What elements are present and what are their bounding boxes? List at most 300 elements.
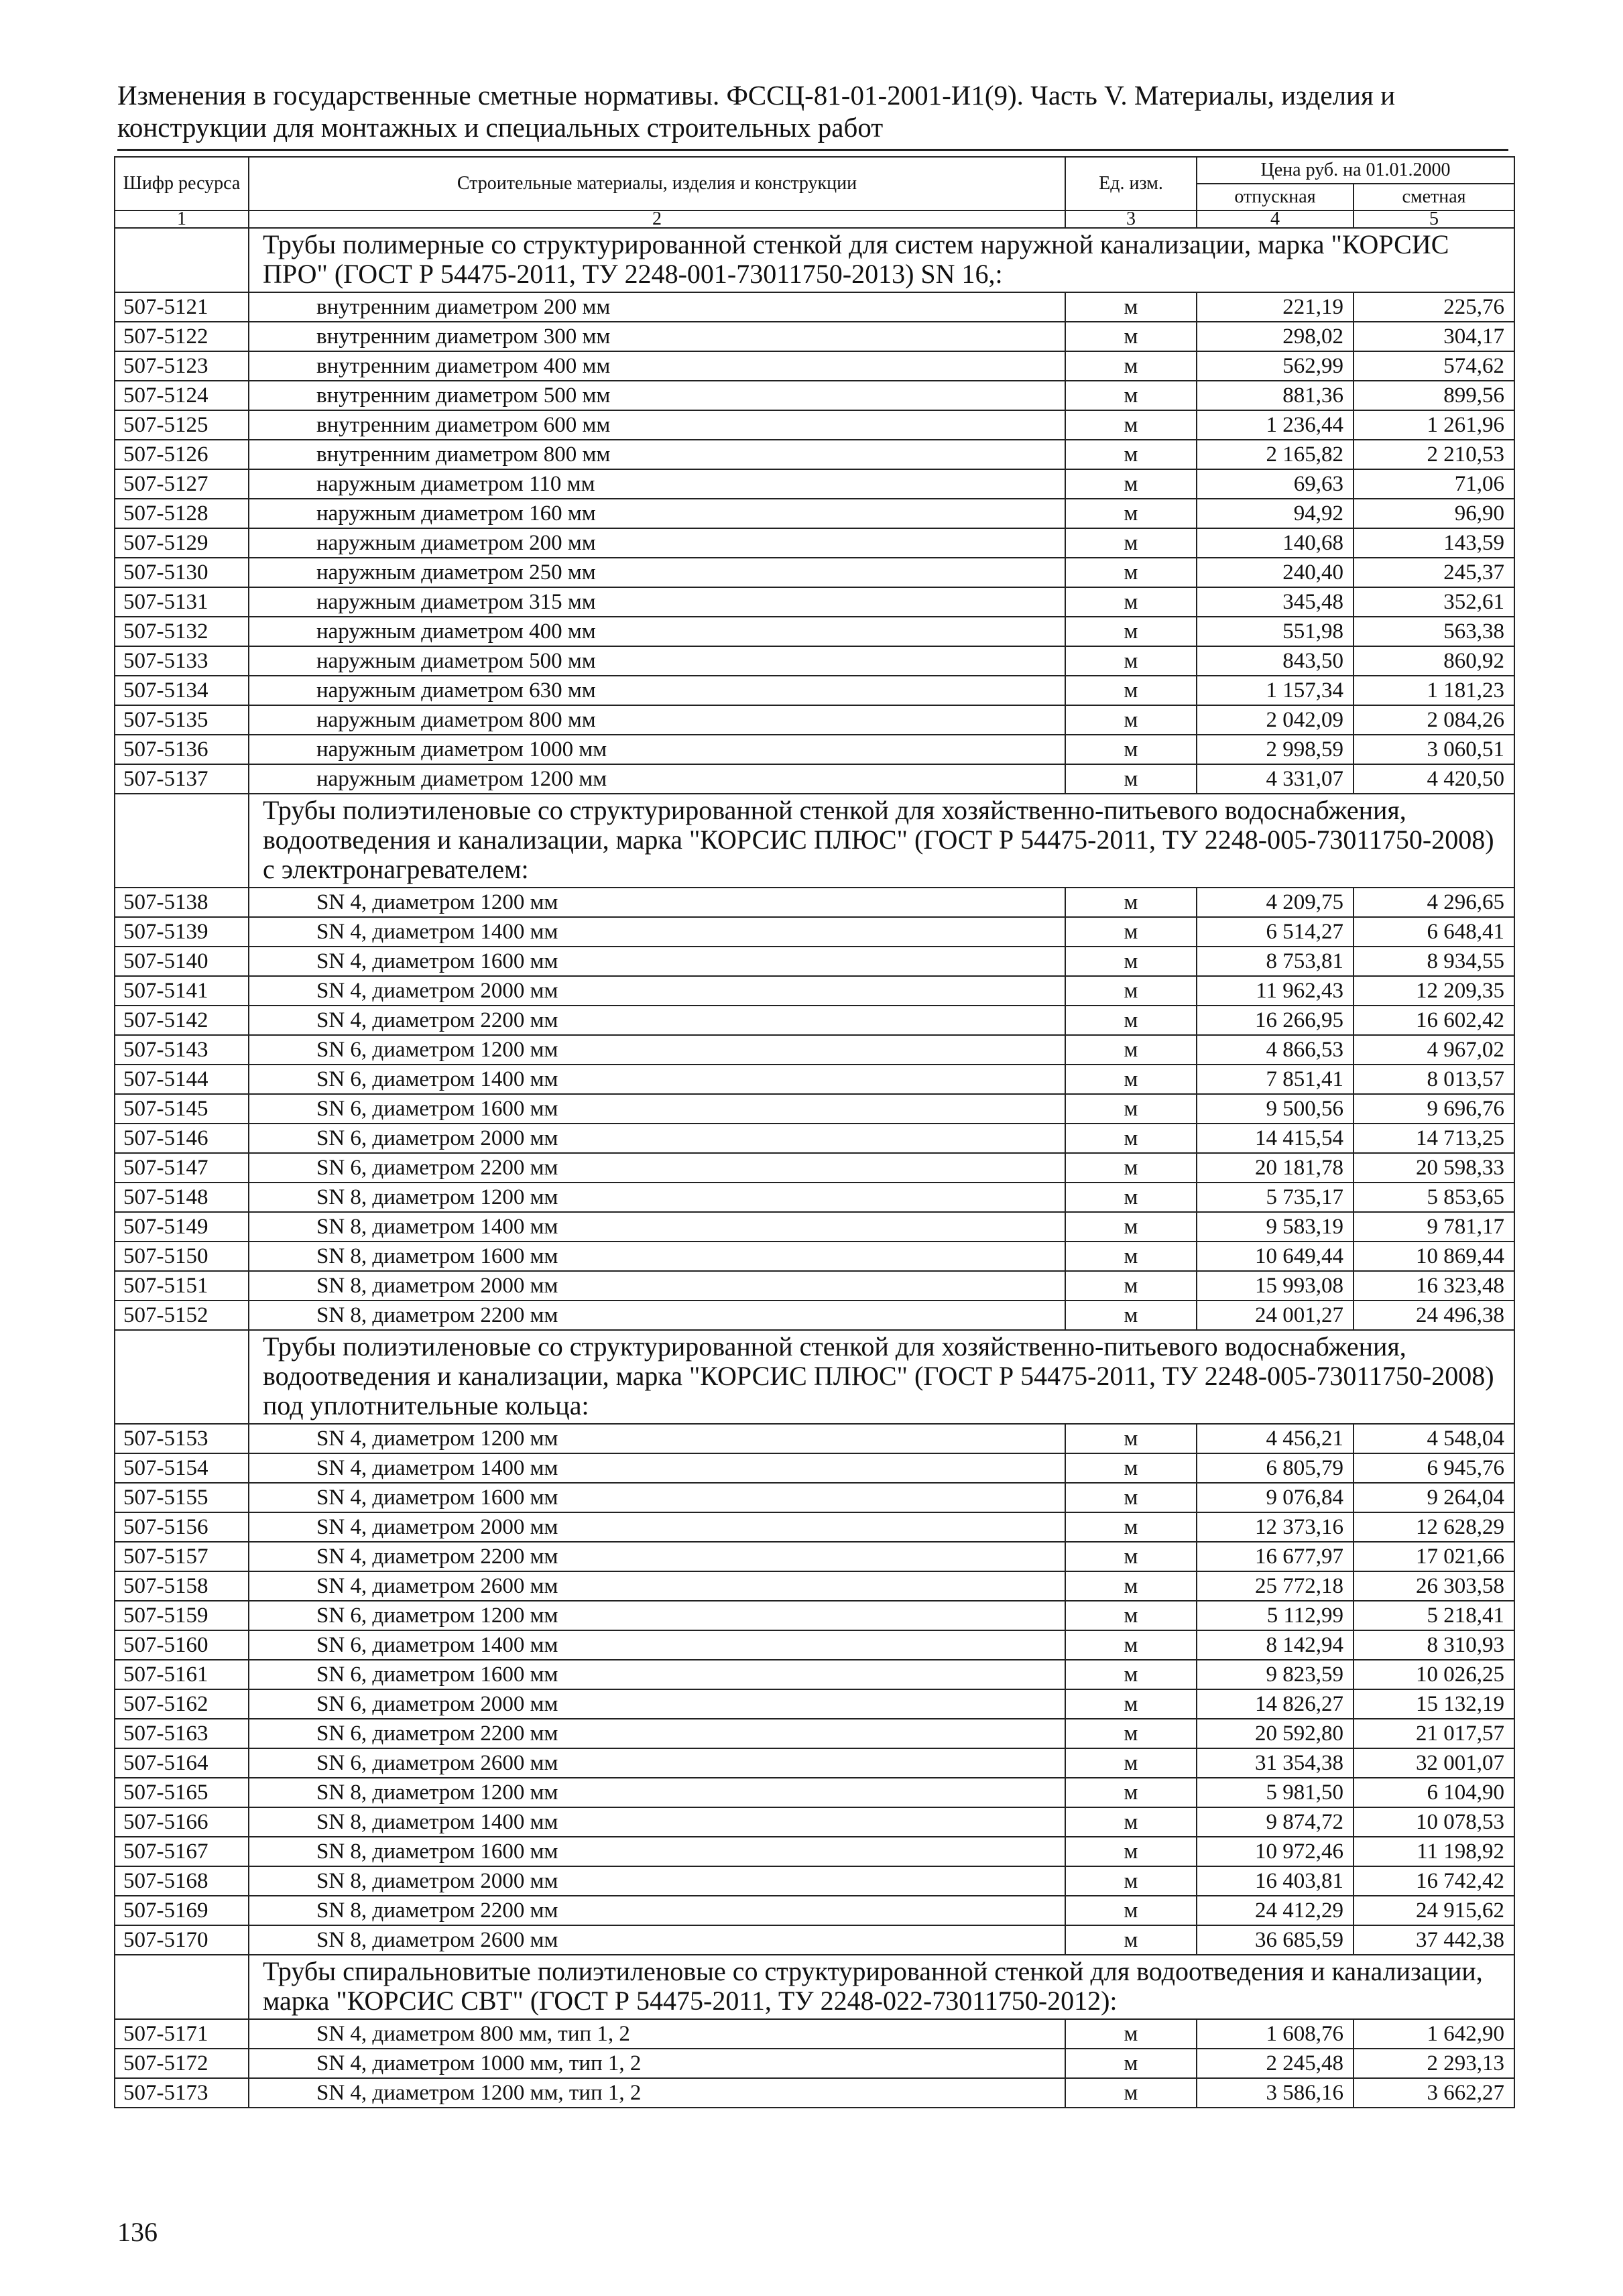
unit-of-measure: м bbox=[1065, 528, 1197, 558]
material-name: SN 4, диаметром 1000 мм, тип 1, 2 bbox=[249, 2049, 1065, 2078]
resource-code: 507-5132 bbox=[115, 617, 249, 646]
estimate-price: 10 869,44 bbox=[1354, 1242, 1514, 1271]
resource-code: 507-5170 bbox=[115, 1925, 249, 1955]
resource-code: 507-5152 bbox=[115, 1301, 249, 1330]
release-price: 2 042,09 bbox=[1197, 705, 1354, 735]
estimate-price: 563,38 bbox=[1354, 617, 1514, 646]
unit-of-measure: м bbox=[1065, 676, 1197, 705]
column-header-code: Шифр ресурса bbox=[115, 157, 249, 210]
release-price: 298,02 bbox=[1197, 322, 1354, 351]
resource-code: 507-5124 bbox=[115, 381, 249, 410]
resource-code: 507-5134 bbox=[115, 676, 249, 705]
unit-of-measure: м bbox=[1065, 1453, 1197, 1483]
section-code-cell bbox=[115, 794, 249, 888]
resource-code: 507-5173 bbox=[115, 2078, 249, 2108]
estimate-price: 3 060,51 bbox=[1354, 735, 1514, 764]
release-price: 2 165,82 bbox=[1197, 440, 1354, 469]
section-title: Трубы спиральновитые полиэтиленовые со структурированной стенкой для водоотведения и канализации, марка "КОРСИС СВТ" (ГОСТ Р 54475-2011, ТУ 2248-022-73011750-2012): bbox=[249, 1955, 1514, 2019]
unit-of-measure: м bbox=[1065, 764, 1197, 794]
table-row bbox=[115, 381, 1514, 410]
estimate-price: 37 442,38 bbox=[1354, 1925, 1514, 1955]
release-price: 20 592,80 bbox=[1197, 1719, 1354, 1748]
column-number: 3 bbox=[1065, 210, 1197, 228]
resource-code: 507-5133 bbox=[115, 646, 249, 676]
release-price: 2 998,59 bbox=[1197, 735, 1354, 764]
resource-code: 507-5153 bbox=[115, 1424, 249, 1453]
unit-of-measure: м bbox=[1065, 1183, 1197, 1212]
release-price: 8 753,81 bbox=[1197, 947, 1354, 976]
estimate-price: 16 742,42 bbox=[1354, 1866, 1514, 1896]
resource-code: 507-5147 bbox=[115, 1153, 249, 1183]
table-row bbox=[115, 1571, 1514, 1601]
table-row bbox=[115, 1837, 1514, 1866]
unit-of-measure: м bbox=[1065, 1807, 1197, 1837]
resource-code: 507-5167 bbox=[115, 1837, 249, 1866]
unit-of-measure: м bbox=[1065, 1153, 1197, 1183]
release-price: 69,63 bbox=[1197, 469, 1354, 499]
material-name: наружным диаметром 110 мм bbox=[249, 469, 1065, 499]
unit-of-measure: м bbox=[1065, 1748, 1197, 1778]
resource-code: 507-5136 bbox=[115, 735, 249, 764]
estimate-price: 899,56 bbox=[1354, 381, 1514, 410]
table-row bbox=[115, 705, 1514, 735]
resource-code: 507-5125 bbox=[115, 410, 249, 440]
table-row bbox=[115, 1271, 1514, 1301]
release-price: 9 823,59 bbox=[1197, 1660, 1354, 1689]
resource-code: 507-5126 bbox=[115, 440, 249, 469]
estimate-price: 14 713,25 bbox=[1354, 1124, 1514, 1153]
unit-of-measure: м bbox=[1065, 1719, 1197, 1748]
material-name: наружным диаметром 200 мм bbox=[249, 528, 1065, 558]
release-price: 3 586,16 bbox=[1197, 2078, 1354, 2108]
release-price: 240,40 bbox=[1197, 558, 1354, 587]
section-title: Трубы полиэтиленовые со структурированной стенкой для хозяйственно-питьевого водоснабжения, водоотведения и канализации, марка "КОРСИС ПЛЮС" (ГОСТ Р 54475-2011, ТУ 2248-005-73011750-2008) с электронагревателем: bbox=[249, 794, 1514, 888]
estimate-price: 24 915,62 bbox=[1354, 1896, 1514, 1925]
column-header-unit: Ед. изм. bbox=[1065, 157, 1197, 210]
resource-code: 507-5129 bbox=[115, 528, 249, 558]
resource-code: 507-5168 bbox=[115, 1866, 249, 1896]
unit-of-measure: м bbox=[1065, 1242, 1197, 1271]
material-name: SN 8, диаметром 1200 мм bbox=[249, 1183, 1065, 1212]
estimate-price: 20 598,33 bbox=[1354, 1153, 1514, 1183]
estimate-price: 16 323,48 bbox=[1354, 1271, 1514, 1301]
section-code-cell bbox=[115, 1330, 249, 1424]
unit-of-measure: м bbox=[1065, 1689, 1197, 1719]
unit-of-measure: м bbox=[1065, 1837, 1197, 1866]
unit-of-measure: м bbox=[1065, 499, 1197, 528]
estimate-price: 21 017,57 bbox=[1354, 1719, 1514, 1748]
table-row bbox=[115, 351, 1514, 381]
release-price: 9 076,84 bbox=[1197, 1483, 1354, 1512]
material-name: SN 8, диаметром 1400 мм bbox=[249, 1807, 1065, 1837]
unit-of-measure: м bbox=[1065, 1630, 1197, 1660]
estimate-price: 143,59 bbox=[1354, 528, 1514, 558]
release-price: 24 001,27 bbox=[1197, 1301, 1354, 1330]
material-name: SN 6, диаметром 2600 мм bbox=[249, 1748, 1065, 1778]
table-row bbox=[115, 2049, 1514, 2078]
table-row bbox=[115, 1660, 1514, 1689]
resource-code: 507-5161 bbox=[115, 1660, 249, 1689]
unit-of-measure: м bbox=[1065, 1124, 1197, 1153]
estimate-price: 12 209,35 bbox=[1354, 976, 1514, 1006]
table-row bbox=[115, 646, 1514, 676]
unit-of-measure: м bbox=[1065, 440, 1197, 469]
material-name: наружным диаметром 160 мм bbox=[249, 499, 1065, 528]
material-name: SN 6, диаметром 2000 мм bbox=[249, 1124, 1065, 1153]
release-price: 2 245,48 bbox=[1197, 2049, 1354, 2078]
material-name: SN 8, диаметром 2000 мм bbox=[249, 1866, 1065, 1896]
estimate-price: 4 967,02 bbox=[1354, 1035, 1514, 1065]
section-header-row bbox=[115, 1330, 1514, 1424]
unit-of-measure: м bbox=[1065, 976, 1197, 1006]
unit-of-measure: м bbox=[1065, 410, 1197, 440]
release-price: 9 500,56 bbox=[1197, 1094, 1354, 1124]
resource-code: 507-5145 bbox=[115, 1094, 249, 1124]
material-name: SN 8, диаметром 2000 мм bbox=[249, 1271, 1065, 1301]
table-header bbox=[115, 157, 1514, 228]
estimate-price: 2 293,13 bbox=[1354, 2049, 1514, 2078]
estimate-price: 4 548,04 bbox=[1354, 1424, 1514, 1453]
resource-code: 507-5163 bbox=[115, 1719, 249, 1748]
column-number: 2 bbox=[249, 210, 1065, 228]
estimate-price: 304,17 bbox=[1354, 322, 1514, 351]
table-row bbox=[115, 1778, 1514, 1807]
unit-of-measure: м bbox=[1065, 1601, 1197, 1630]
release-price: 24 412,29 bbox=[1197, 1896, 1354, 1925]
release-price: 16 403,81 bbox=[1197, 1866, 1354, 1896]
unit-of-measure: м bbox=[1065, 1006, 1197, 1035]
table-row bbox=[115, 1807, 1514, 1837]
estimate-price: 96,90 bbox=[1354, 499, 1514, 528]
material-name: наружным диаметром 1000 мм bbox=[249, 735, 1065, 764]
resource-code: 507-5154 bbox=[115, 1453, 249, 1483]
document-header bbox=[117, 79, 1485, 143]
estimate-price: 10 078,53 bbox=[1354, 1807, 1514, 1837]
resource-code: 507-5131 bbox=[115, 587, 249, 617]
material-name: SN 4, диаметром 1400 мм bbox=[249, 917, 1065, 947]
table-row bbox=[115, 1183, 1514, 1212]
estimate-price: 71,06 bbox=[1354, 469, 1514, 499]
release-price: 562,99 bbox=[1197, 351, 1354, 381]
resource-code: 507-5137 bbox=[115, 764, 249, 794]
resource-code: 507-5128 bbox=[115, 499, 249, 528]
page-number: 136 bbox=[117, 2217, 158, 2247]
release-price: 94,92 bbox=[1197, 499, 1354, 528]
release-price: 1 608,76 bbox=[1197, 2019, 1354, 2049]
release-price: 843,50 bbox=[1197, 646, 1354, 676]
release-price: 11 962,43 bbox=[1197, 976, 1354, 1006]
resource-code: 507-5160 bbox=[115, 1630, 249, 1660]
material-name: SN 8, диаметром 2200 мм bbox=[249, 1301, 1065, 1330]
release-price: 551,98 bbox=[1197, 617, 1354, 646]
estimate-price: 1 642,90 bbox=[1354, 2019, 1514, 2049]
release-price: 9 874,72 bbox=[1197, 1807, 1354, 1837]
table-row bbox=[115, 410, 1514, 440]
unit-of-measure: м bbox=[1065, 587, 1197, 617]
material-name: SN 8, диаметром 2600 мм bbox=[249, 1925, 1065, 1955]
column-header-release-price: отпускная bbox=[1197, 184, 1354, 210]
unit-of-measure: м bbox=[1065, 1483, 1197, 1512]
estimate-price: 8 310,93 bbox=[1354, 1630, 1514, 1660]
table-row bbox=[115, 528, 1514, 558]
resource-code: 507-5155 bbox=[115, 1483, 249, 1512]
column-header-estimate-price: сметная bbox=[1354, 184, 1514, 210]
release-price: 15 993,08 bbox=[1197, 1271, 1354, 1301]
estimate-price: 6 648,41 bbox=[1354, 917, 1514, 947]
unit-of-measure: м bbox=[1065, 1065, 1197, 1094]
estimate-price: 4 420,50 bbox=[1354, 764, 1514, 794]
section-title: Трубы полиэтиленовые со структурированной стенкой для хозяйственно-питьевого водоснабжения, водоотведения и канализации, марка "КОРСИС ПЛЮС" (ГОСТ Р 54475-2011, ТУ 2248-005-73011750-2008) под уплотнительные кольца: bbox=[249, 1330, 1514, 1424]
material-name: внутренним диаметром 400 мм bbox=[249, 351, 1065, 381]
table-row bbox=[115, 917, 1514, 947]
release-price: 4 209,75 bbox=[1197, 888, 1354, 917]
resource-code: 507-5143 bbox=[115, 1035, 249, 1065]
price-table bbox=[114, 156, 1515, 2108]
unit-of-measure: м bbox=[1065, 1301, 1197, 1330]
table-row bbox=[115, 1065, 1514, 1094]
table-row bbox=[115, 1424, 1514, 1453]
estimate-price: 8 013,57 bbox=[1354, 1065, 1514, 1094]
estimate-price: 8 934,55 bbox=[1354, 947, 1514, 976]
table-row bbox=[115, 322, 1514, 351]
release-price: 4 456,21 bbox=[1197, 1424, 1354, 1453]
unit-of-measure: м bbox=[1065, 1896, 1197, 1925]
table-row bbox=[115, 1689, 1514, 1719]
material-name: SN 8, диаметром 1600 мм bbox=[249, 1837, 1065, 1866]
release-price: 36 685,59 bbox=[1197, 1925, 1354, 1955]
table-row bbox=[115, 1866, 1514, 1896]
material-name: SN 4, диаметром 2000 мм bbox=[249, 976, 1065, 1006]
resource-code: 507-5138 bbox=[115, 888, 249, 917]
resource-code: 507-5162 bbox=[115, 1689, 249, 1719]
estimate-price: 11 198,92 bbox=[1354, 1837, 1514, 1866]
release-price: 20 181,78 bbox=[1197, 1153, 1354, 1183]
table-row bbox=[115, 1542, 1514, 1571]
material-name: SN 8, диаметром 2200 мм bbox=[249, 1896, 1065, 1925]
release-price: 4 331,07 bbox=[1197, 764, 1354, 794]
unit-of-measure: м bbox=[1065, 735, 1197, 764]
table-row bbox=[115, 1453, 1514, 1483]
release-price: 5 981,50 bbox=[1197, 1778, 1354, 1807]
release-price: 10 972,46 bbox=[1197, 1837, 1354, 1866]
estimate-price: 1 261,96 bbox=[1354, 410, 1514, 440]
release-price: 16 266,95 bbox=[1197, 1006, 1354, 1035]
table-row bbox=[115, 587, 1514, 617]
table-row bbox=[115, 676, 1514, 705]
release-price: 6 514,27 bbox=[1197, 917, 1354, 947]
estimate-price: 225,76 bbox=[1354, 292, 1514, 322]
table-row bbox=[115, 1153, 1514, 1183]
section-code-cell bbox=[115, 1955, 249, 2019]
estimate-price: 2 210,53 bbox=[1354, 440, 1514, 469]
unit-of-measure: м bbox=[1065, 646, 1197, 676]
estimate-price: 9 696,76 bbox=[1354, 1094, 1514, 1124]
release-price: 12 373,16 bbox=[1197, 1512, 1354, 1542]
section-code-cell bbox=[115, 228, 249, 292]
material-name: SN 6, диаметром 1400 мм bbox=[249, 1065, 1065, 1094]
material-name: SN 6, диаметром 1600 мм bbox=[249, 1094, 1065, 1124]
material-name: внутренним диаметром 500 мм bbox=[249, 381, 1065, 410]
material-name: наружным диаметром 500 мм bbox=[249, 646, 1065, 676]
estimate-price: 32 001,07 bbox=[1354, 1748, 1514, 1778]
unit-of-measure: м bbox=[1065, 947, 1197, 976]
release-price: 14 826,27 bbox=[1197, 1689, 1354, 1719]
header-divider bbox=[117, 149, 1508, 151]
material-name: SN 6, диаметром 1400 мм bbox=[249, 1630, 1065, 1660]
material-name: SN 6, диаметром 1200 мм bbox=[249, 1035, 1065, 1065]
release-price: 16 677,97 bbox=[1197, 1542, 1354, 1571]
material-name: SN 4, диаметром 1600 мм bbox=[249, 1483, 1065, 1512]
release-price: 4 866,53 bbox=[1197, 1035, 1354, 1065]
resource-code: 507-5142 bbox=[115, 1006, 249, 1035]
release-price: 9 583,19 bbox=[1197, 1212, 1354, 1242]
resource-code: 507-5169 bbox=[115, 1896, 249, 1925]
table-row bbox=[115, 499, 1514, 528]
estimate-price: 16 602,42 bbox=[1354, 1006, 1514, 1035]
unit-of-measure: м bbox=[1065, 1094, 1197, 1124]
column-number: 4 bbox=[1197, 210, 1354, 228]
resource-code: 507-5141 bbox=[115, 976, 249, 1006]
estimate-price: 10 026,25 bbox=[1354, 1660, 1514, 1689]
table-row bbox=[115, 1925, 1514, 1955]
table-row bbox=[115, 1094, 1514, 1124]
resource-code: 507-5158 bbox=[115, 1571, 249, 1601]
resource-code: 507-5127 bbox=[115, 469, 249, 499]
table-row bbox=[115, 976, 1514, 1006]
table-row bbox=[115, 1212, 1514, 1242]
estimate-price: 5 853,65 bbox=[1354, 1183, 1514, 1212]
table-row bbox=[115, 1601, 1514, 1630]
material-name: внутренним диаметром 600 мм bbox=[249, 410, 1065, 440]
resource-code: 507-5171 bbox=[115, 2019, 249, 2049]
resource-code: 507-5148 bbox=[115, 1183, 249, 1212]
table-row bbox=[115, 1301, 1514, 1330]
estimate-price: 24 496,38 bbox=[1354, 1301, 1514, 1330]
release-price: 8 142,94 bbox=[1197, 1630, 1354, 1660]
material-name: SN 8, диаметром 1200 мм bbox=[249, 1778, 1065, 1807]
resource-code: 507-5150 bbox=[115, 1242, 249, 1271]
estimate-price: 6 104,90 bbox=[1354, 1778, 1514, 1807]
unit-of-measure: м bbox=[1065, 1542, 1197, 1571]
header-line-2: конструкции для монтажных и специальных строительных работ bbox=[117, 112, 884, 143]
material-name: SN 6, диаметром 1600 мм bbox=[249, 1660, 1065, 1689]
table-row bbox=[115, 1006, 1514, 1035]
unit-of-measure: м bbox=[1065, 1035, 1197, 1065]
unit-of-measure: м bbox=[1065, 2078, 1197, 2108]
unit-of-measure: м bbox=[1065, 1660, 1197, 1689]
resource-code: 507-5139 bbox=[115, 917, 249, 947]
resource-code: 507-5159 bbox=[115, 1601, 249, 1630]
resource-code: 507-5122 bbox=[115, 322, 249, 351]
material-name: внутренним диаметром 300 мм bbox=[249, 322, 1065, 351]
unit-of-measure: м bbox=[1065, 1925, 1197, 1955]
resource-code: 507-5130 bbox=[115, 558, 249, 587]
column-header-price-group: Цена руб. на 01.01.2000 bbox=[1197, 157, 1514, 184]
unit-of-measure: м bbox=[1065, 1866, 1197, 1896]
unit-of-measure: м bbox=[1065, 322, 1197, 351]
table-row bbox=[115, 888, 1514, 917]
table-row bbox=[115, 1124, 1514, 1153]
material-name: SN 6, диаметром 2000 мм bbox=[249, 1689, 1065, 1719]
material-name: наружным диаметром 315 мм bbox=[249, 587, 1065, 617]
material-name: SN 6, диаметром 1200 мм bbox=[249, 1601, 1065, 1630]
unit-of-measure: м bbox=[1065, 469, 1197, 499]
material-name: SN 6, диаметром 2200 мм bbox=[249, 1153, 1065, 1183]
table-body bbox=[115, 228, 1514, 2108]
material-name: SN 4, диаметром 1600 мм bbox=[249, 947, 1065, 976]
estimate-price: 574,62 bbox=[1354, 351, 1514, 381]
resource-code: 507-5144 bbox=[115, 1065, 249, 1094]
estimate-price: 15 132,19 bbox=[1354, 1689, 1514, 1719]
resource-code: 507-5164 bbox=[115, 1748, 249, 1778]
unit-of-measure: м bbox=[1065, 617, 1197, 646]
release-price: 345,48 bbox=[1197, 587, 1354, 617]
release-price: 1 157,34 bbox=[1197, 676, 1354, 705]
resource-code: 507-5151 bbox=[115, 1271, 249, 1301]
estimate-price: 26 303,58 bbox=[1354, 1571, 1514, 1601]
material-name: внутренним диаметром 800 мм bbox=[249, 440, 1065, 469]
unit-of-measure: м bbox=[1065, 558, 1197, 587]
resource-code: 507-5123 bbox=[115, 351, 249, 381]
release-price: 7 851,41 bbox=[1197, 1065, 1354, 1094]
column-header-name: Строительные материалы, изделия и конструкции bbox=[249, 157, 1065, 210]
release-price: 881,36 bbox=[1197, 381, 1354, 410]
release-price: 25 772,18 bbox=[1197, 1571, 1354, 1601]
material-name: SN 8, диаметром 1400 мм bbox=[249, 1212, 1065, 1242]
table-row bbox=[115, 2078, 1514, 2108]
unit-of-measure: м bbox=[1065, 888, 1197, 917]
table-row bbox=[115, 1630, 1514, 1660]
estimate-price: 3 662,27 bbox=[1354, 2078, 1514, 2108]
release-price: 5 112,99 bbox=[1197, 1601, 1354, 1630]
table-row bbox=[115, 617, 1514, 646]
resource-code: 507-5156 bbox=[115, 1512, 249, 1542]
material-name: SN 4, диаметром 2000 мм bbox=[249, 1512, 1065, 1542]
table-row bbox=[115, 1483, 1514, 1512]
release-price: 31 354,38 bbox=[1197, 1748, 1354, 1778]
material-name: наружным диаметром 800 мм bbox=[249, 705, 1065, 735]
unit-of-measure: м bbox=[1065, 2019, 1197, 2049]
resource-code: 507-5172 bbox=[115, 2049, 249, 2078]
table-row bbox=[115, 469, 1514, 499]
resource-code: 507-5149 bbox=[115, 1212, 249, 1242]
estimate-price: 2 084,26 bbox=[1354, 705, 1514, 735]
estimate-price: 5 218,41 bbox=[1354, 1601, 1514, 1630]
table-row bbox=[115, 558, 1514, 587]
release-price: 221,19 bbox=[1197, 292, 1354, 322]
estimate-price: 17 021,66 bbox=[1354, 1542, 1514, 1571]
section-header-row bbox=[115, 228, 1514, 292]
table-row bbox=[115, 1035, 1514, 1065]
unit-of-measure: м bbox=[1065, 1778, 1197, 1807]
estimate-price: 6 945,76 bbox=[1354, 1453, 1514, 1483]
table-row bbox=[115, 1896, 1514, 1925]
table-row bbox=[115, 1719, 1514, 1748]
estimate-price: 245,37 bbox=[1354, 558, 1514, 587]
unit-of-measure: м bbox=[1065, 705, 1197, 735]
section-header-row bbox=[115, 1955, 1514, 2019]
resource-code: 507-5166 bbox=[115, 1807, 249, 1837]
table-row bbox=[115, 1242, 1514, 1271]
estimate-price: 860,92 bbox=[1354, 646, 1514, 676]
release-price: 14 415,54 bbox=[1197, 1124, 1354, 1153]
resource-code: 507-5157 bbox=[115, 1542, 249, 1571]
table-row bbox=[115, 1512, 1514, 1542]
unit-of-measure: м bbox=[1065, 2049, 1197, 2078]
material-name: SN 4, диаметром 1400 мм bbox=[249, 1453, 1065, 1483]
material-name: внутренним диаметром 200 мм bbox=[249, 292, 1065, 322]
release-price: 140,68 bbox=[1197, 528, 1354, 558]
